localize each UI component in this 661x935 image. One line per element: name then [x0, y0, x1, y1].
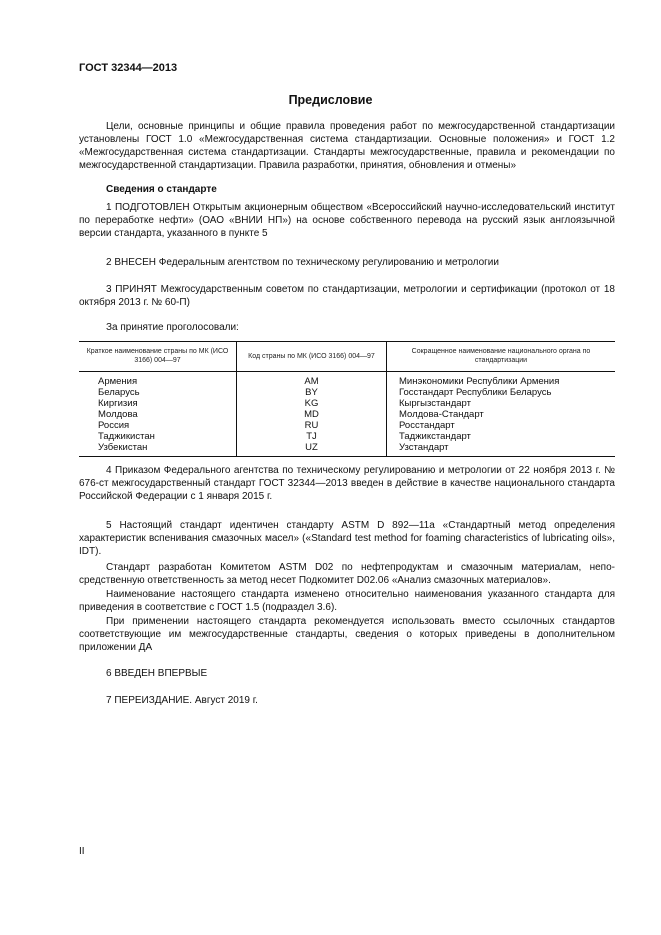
page-title: Предисловие [288, 93, 373, 107]
item-4-paragraph: 4 Приказом Федерального агентства по техническому регулированию и метрологии от 22 ноября 2013 г. № 676-ст межгосударственный стандарт ГОСТ 32344—2013 введен в действие в качестве национального стандарта Российской Федерации с 1 января 2015 г. [79, 465, 615, 502]
code-cell: TJ [237, 431, 387, 442]
table-row [79, 372, 615, 388]
table-header-row [79, 342, 615, 372]
body-cell: Минэкономики Республики Армения [399, 376, 560, 387]
country-cell: Россия [79, 420, 237, 431]
vote-table [79, 341, 615, 457]
table-row [79, 442, 615, 457]
item-5-paragraph: 5 Настоящий стандарт идентичен стандарту ASTM D 892—11a «Стандартный метод определения характеристик вспенивания смазочных масел» («Standard test method for foaming characteristics of lubricating oils», IDT). [79, 520, 615, 557]
header-code: Код страны по МК (ИСО 3166) 004—97 [237, 342, 387, 372]
body-cell: Кыргызстандарт [399, 398, 471, 409]
item-2-paragraph: 2 ВНЕСЕН Федеральным агентством по техническому регулированию и метрологии [106, 257, 499, 268]
body-cell: Таджикстандарт [399, 431, 471, 442]
code-cell: AM [237, 372, 387, 388]
table-row [79, 398, 615, 409]
table-row [79, 420, 615, 431]
country-cell: Узбекистан [79, 442, 237, 457]
code-cell: KG [237, 398, 387, 409]
table-row [79, 409, 615, 420]
document-code: ГОСТ 32344—2013 [79, 62, 178, 74]
page-number: II [79, 846, 85, 857]
country-cell: Армения [79, 372, 237, 388]
code-cell: BY [237, 387, 387, 398]
item-5-paragraph-4: При применении настоящего стандарта рекомендуется использовать вместо ссылочных стандартов соответствующие им межгосударственные стандарты, сведения о которых приведены в дополнительном приложении ДА [79, 616, 615, 653]
code-cell: MD [237, 409, 387, 420]
country-cell: Беларусь [79, 387, 237, 398]
body-cell: Росстандарт [399, 420, 455, 431]
header-body: Сокращенное наименование национального органа по стандартизации [387, 342, 616, 372]
body-cell: Госстандарт Республики Беларусь [399, 387, 552, 398]
vote-intro: За принятие проголосовали: [106, 322, 239, 333]
code-cell: RU [237, 420, 387, 431]
header-country: Краткое наименование страны по МК (ИСО 3166) 004—97 [79, 342, 237, 372]
table-row [79, 431, 615, 442]
info-heading: Сведения о стандарте [106, 184, 217, 195]
item-1-paragraph: 1 ПОДГОТОВЛЕН Открытым акционерным обществом «Всероссийский научно-исследовательский институт по переработке нефти» (ОАО «ВНИИ НП») на основе собственного перевода на русский язык англоязычной версии стандарта, указанного в пункте 5 [79, 202, 615, 239]
body-cell: Молдова-Стандарт [399, 409, 484, 420]
table-row [79, 387, 615, 398]
country-cell: Киргизия [79, 398, 237, 409]
intro-paragraph: Цели, основные принципы и общие правила проведения работ по межгосударственной стандартизации установлены ГОСТ 1.0 «Межгосударственная система стандартизации. Основные положения» и ГОСТ 1.2 «Межгосударственная система стандартизации. Стандарты межгосударственные, правила и рекомендации по межгосударственной стандартизации. Правила разработки, принятия, обновления и отмены» [79, 121, 615, 171]
country-cell: Молдова [79, 409, 237, 420]
item-3-paragraph: 3 ПРИНЯТ Межгосударственным советом по стандартизации, метрологии и сертификации (протокол от 18 октября 2013 г. № 60-П) [79, 284, 615, 308]
body-cell: Узстандарт [387, 442, 616, 457]
item-5-paragraph-2: Стандарт разработан Комитетом ASTM D02 по нефтепродуктам и смазочным материалам, непосредственную ответственность за метод несет Подкомитет D02.06 «Анализ смазочных материалов». [79, 562, 615, 586]
item-5-paragraph-3: Наименование настоящего стандарта изменено относительно наименования указанного стандарта для приведения в соответствие с ГОСТ 1.5 (подраздел 3.6). [79, 589, 615, 613]
country-cell: Таджикистан [79, 431, 237, 442]
code-cell: UZ [237, 442, 387, 457]
item-6-paragraph: 6 ВВЕДЕН ВПЕРВЫЕ [106, 668, 208, 679]
item-7-paragraph: 7 ПЕРЕИЗДАНИЕ. Август 2019 г. [106, 695, 258, 706]
